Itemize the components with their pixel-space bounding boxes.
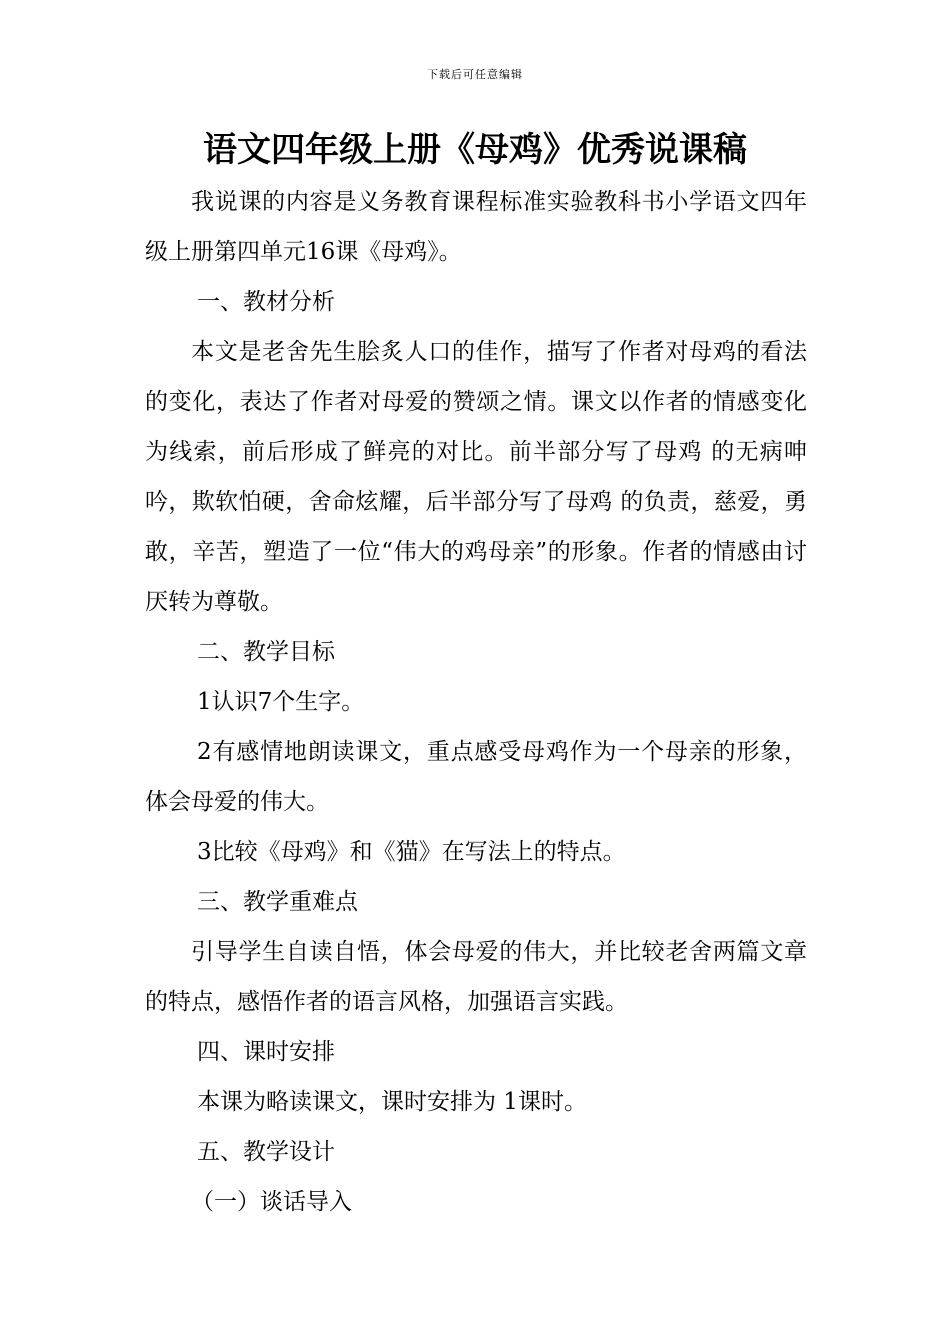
goal-item-3: 3比较《母鸡》和《猫》在写法上的特点。 <box>197 839 626 865</box>
schedule-paragraph: 本课为略读课文，课时安排为 1课时。 <box>197 1089 587 1115</box>
document-body <box>145 177 807 1227</box>
key-points-paragraph: 引导学生自读自悟，体会母爱的伟大，并比较老舍两篇文章的特点，感悟作者的语言风格，加强语言实践。 <box>145 939 807 1015</box>
goal-item-1: 1认识7个生字。 <box>197 689 365 715</box>
subsection-heading-intro: （一）谈话导入 <box>191 1189 352 1215</box>
goal-item-2: 2有感情地朗读课文，重点感受母鸡作为一个母亲的形象，体会母爱的伟大。 <box>145 739 807 815</box>
section-heading-teaching-design: 五、教学设计 <box>197 1139 335 1165</box>
header-note: 下载后可任意编辑 <box>427 68 523 81</box>
section-heading-key-points: 三、教学重难点 <box>197 889 358 915</box>
section-heading-schedule: 四、课时安排 <box>197 1039 335 1065</box>
document-title: 语文四年级上册《母鸡》优秀说课稿 <box>203 130 747 170</box>
intro-paragraph: 我说课的内容是义务教育课程标准实验教科书小学语文四年级上册第四单元16课《母鸡》。 <box>145 189 807 265</box>
section-heading-teaching-goals: 二、教学目标 <box>197 639 335 665</box>
section-heading-material-analysis: 一、教材分析 <box>197 289 335 315</box>
material-analysis-paragraph: 本文是老舍先生脍炙人口的佳作，描写了作者对母鸡的看法的变化，表达了作者对母爱的赞颂之情。课文以作者的情感变化为线索，前后形成了鲜亮的对比。前半部分写了母鸡 的无病呻吟，欺软怕硬，舍命炫耀，后半部分写了母鸡 的负责，慈爱，勇敢，辛苦，塑造了一位“伟大的鸡母亲”的形象。作者的情感由讨厌转为尊敬。 <box>145 339 807 615</box>
